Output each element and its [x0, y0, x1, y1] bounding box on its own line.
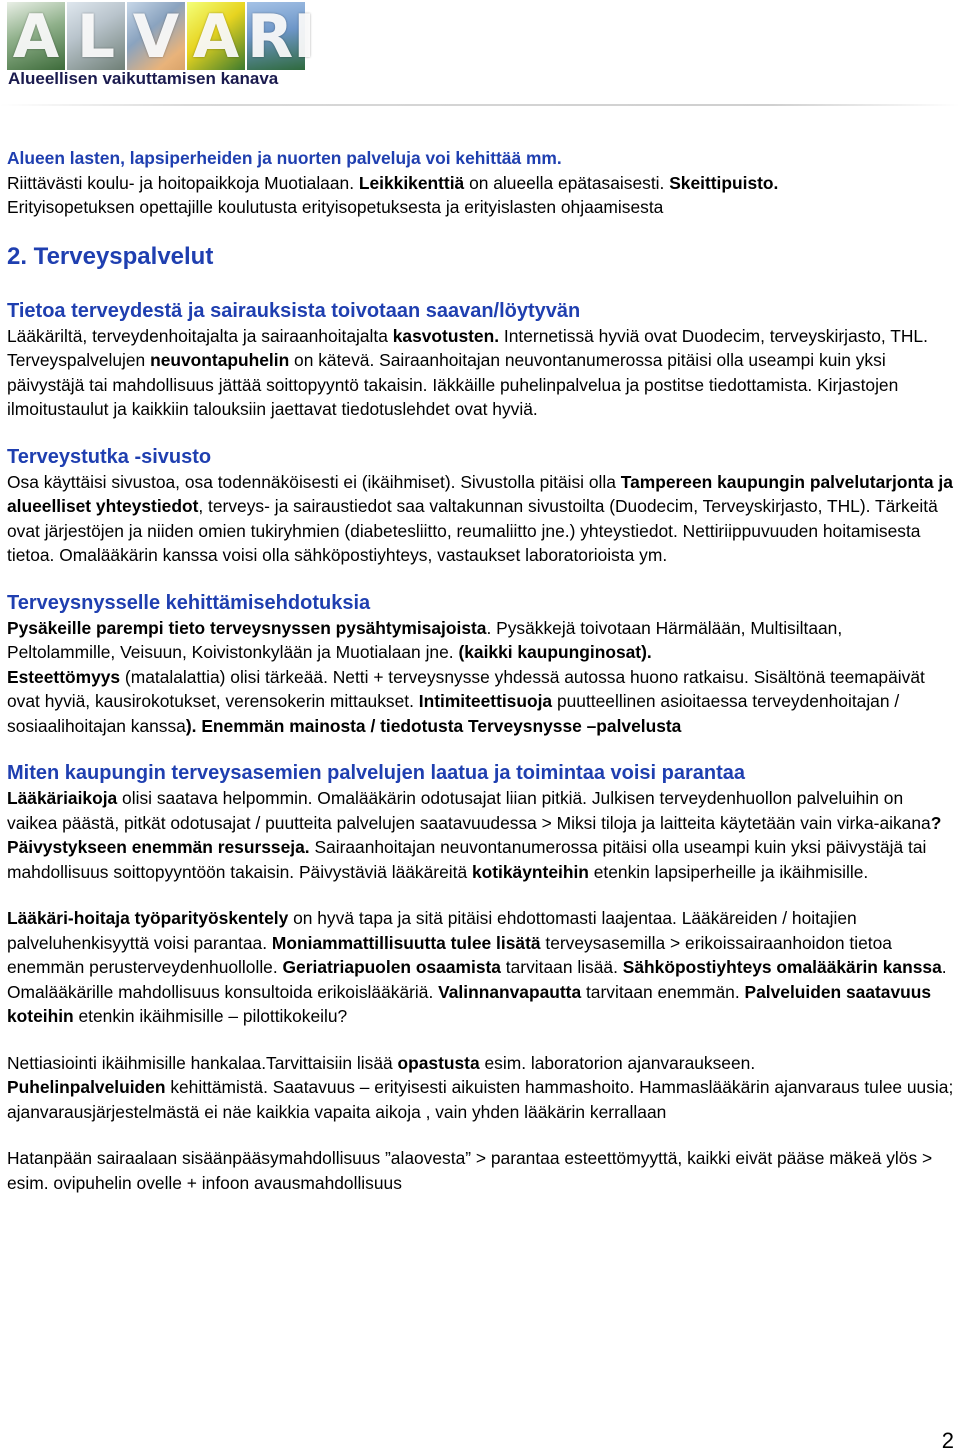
paragraph-doctor-appointments [7, 786, 955, 884]
alvari-logo [7, 2, 316, 72]
text-run-bold: Esteettömyys [7, 666, 121, 687]
text-run-bold: Palveluiden saatavuus koteihin [7, 981, 932, 1026]
text-run-bold: kasvotusten. [392, 325, 500, 346]
logo-letter: V [132, 2, 180, 72]
text-run-bold: (kaikki kaupunginosat). [458, 642, 652, 662]
text-run: etenkin lapsiperheille ja ikäihmisille. [588, 861, 869, 882]
text-run: Lääkäriltä, terveydenhoitajalta ja sairaanhoitajalta [7, 325, 393, 346]
logo-letter: A [12, 2, 60, 72]
text-run: tarvitaan enemmän. [581, 981, 745, 1002]
text-run: , terveys- ja sairaustiedot saa valtakunnan sivustoilta (Duodecim, Terveyskirjasto, THL). Tärkeitä ovat järjestöjen ja niiden omien tukiryhmien (diabetesliitto, reumaliitto jne.) yhteystiedot. Nettiriippuvuuden hoitamisesta tietoa. Omalääkärin kanssa voisi olla sähköpostiyhteys, vastaukset laboratorioista ym. [7, 496, 938, 565]
children-services-heading: Alueen lasten, lapsiperheiden ja nuorten palveluja voi kehittää mm. [7, 148, 562, 168]
text-run: tarvitaan lisää. [500, 957, 623, 977]
text-run-bold: ). Enemmän mainosta / tiedotusta Terveysnysse –palvelusta [185, 715, 682, 736]
subheading-health-centers: Miten kaupungin terveysasemien palvelujen laatua ja toimintaa voisi parantaa [7, 762, 746, 784]
paragraph-teamwork [7, 906, 955, 1029]
text-run: . Omalääkärille mahdollisuus konsultoida erikoislääkäriä. [7, 957, 947, 1002]
text-run-bold: Intimiteettisuoja [418, 691, 553, 711]
text-run-bold: Tampereen kaupungin palvelutarjonta ja alueelliset yhteystiedot [7, 471, 953, 516]
logo-letter: L [76, 2, 116, 72]
section-title-health-services: 2. Terveyspalvelut [7, 242, 214, 270]
header-tagline: Alueellisen vaikuttamisen kanava [8, 69, 279, 88]
text-run-bold: Lääkäri-hoitaja työparityöskentely [7, 908, 289, 928]
text-run-bold: Valinnanvapautta [438, 981, 582, 1002]
text-run: etenkin ikäihmisille – pilottikokeilu? [73, 1006, 348, 1026]
text-run-bold: Pysäkeille parempi tieto terveysnyssen pysähtymisajoista [7, 617, 487, 638]
logo-photo-lake [247, 2, 316, 72]
text-run: on alueella epätasaisesti. [464, 172, 670, 193]
children-services-line-1 [7, 171, 955, 196]
text-run: on kätevä. Sairaanhoitajan neuvontanumerossa pitäisi olla useampi kuin yksi päivystäjä tai mahdollisuus jättää soittopyyntö takaisin. Iäkkäille puhelinpalvelua ja postitse tiedottamista. Kirjastojen ilmoitustaulut ja kaikkiin talouksiin jaettavat tiedotuslehdet ovat hyviä. [7, 350, 899, 419]
text-run: olisi saatava helpommin. Omalääkärin odotusajat liian pitkiä. Julkisen terveydenhuollon palveluihin on vaikea päästä, pitkät odotusajat / puutteita palvelujen saatavuudessa > Miksi tiloja ja laitteita käytetään vain virka-aikana [7, 788, 931, 833]
text-run-bold: kotikäynteihin [471, 861, 589, 882]
text-run-bold: neuvontapuhelin [150, 350, 290, 370]
text-run: Osa käyttäisi sivustoa, osa todennäköisesti ei (ikäihmiset). Sivustolla pitäisi olla [7, 471, 621, 492]
logo-photo-road [7, 2, 65, 70]
text-run: on hyvä tapa ja sitä pitäisi ehdottomasti laajentaa. Lääkäreiden / hoitajien palveluhenkisyyttä voisi parantaa. [7, 908, 857, 953]
text-run-bold: ? Päivystykseen enemmän resursseja. [7, 812, 942, 857]
text-run-bold: Skeittipuisto. [669, 172, 779, 193]
children-services-line-2: Erityisopetuksen opettajille koulutusta erityisopetuksesta ja erityislasten ohjaamisesta [7, 197, 664, 217]
text-run-bold: Sähköpostiyhteys omalääkärin kanssa [622, 957, 942, 977]
paragraph-hatanpaa-hospital: Hatanpään sairaalaan sisäänpääsymahdollisuus ”alaovesta” > parantaa esteettömyyttä, kaikki eivät pääse mäkeä ylös > esim. ovipuhelin ovelle + infoon avausmahdollisuus [7, 1148, 933, 1193]
page-header [0, 0, 960, 110]
text-run: . Pysäkkejä toivotaan Härmälään, Multisiltaan, Peltolammille, Veisuun, Koivistonkylään ja Muotialaan jne. [7, 617, 843, 662]
text-run: Nettiasiointi ikäihmisille hankalaa.Tarvittaisiin lisää [7, 1052, 398, 1073]
logo-photo-flower [187, 2, 245, 70]
document-body [7, 146, 955, 1195]
logo-photo-person [127, 2, 185, 70]
paragraph-online-services [7, 1051, 955, 1125]
logo-letter: A [192, 2, 240, 72]
text-run: Internetissä hyviä ovat Duodecim, terveyskirjasto, THL. Terveyspalvelujen [7, 325, 928, 370]
text-run: kehittämistä. Saatavuus – erityisesti aikuisten hammashoito. Hammaslääkärin ajanvaraus tulee uusia; ajanvarausjärjestelmästä ei näe kaikkia vapaita aikoja , vain yhden lääkärin kerrallaan [7, 1077, 954, 1122]
text-run: Sairaanhoitajan neuvontanumerossa pitäisi olla useampi kuin yksi päivystäjä tai mahdollisuus soittopyyntöön takaisin. Päivystäviä lääkäreitä [7, 837, 927, 882]
text-run: puutteellinen asioitaessa terveydenhoitajan / sosiaalihoitajan kanssa [7, 691, 900, 736]
text-run-bold: Leikkikenttiä [358, 172, 465, 193]
logo-letter: RI [247, 2, 316, 72]
paragraph-terveystutka [7, 470, 955, 568]
subheading-terveystutka: Terveystutka -sivusto [7, 445, 212, 468]
text-run-bold: Geriatriapuolen osaamista [282, 957, 501, 977]
text-run-bold: Puhelinpalveluiden [7, 1077, 166, 1097]
logo-photo-people [67, 2, 125, 70]
subheading-health-information: Tietoa terveydestä ja sairauksista toivotaan saavan/löytyvän [7, 299, 581, 322]
text-run: terveysasemilla > erikoissairaanhoidon tietoa enemmän perusterveydenhuollolle. [7, 932, 892, 977]
text-run: esim. laboratorion ajanvaraukseen. [479, 1052, 756, 1073]
text-run: Riittävästi koulu- ja hoitopaikkoja Muotialaan. [7, 172, 359, 193]
text-run: (matalalattia) olisi tärkeää. Netti + terveysnysse yhdessä autossa huono ratkaisu. Sisältönä teemapäivät ovat hyviä, kausirokotukset, verensokerin mittaukset. [7, 666, 925, 711]
text-run-bold: opastusta [397, 1052, 480, 1073]
paragraph-health-information [7, 324, 955, 422]
subheading-terveysnysse: Terveysnysselle kehittämisehdotuksia [7, 591, 371, 614]
header-divider [0, 104, 960, 106]
paragraph-terveysnysse [7, 616, 955, 739]
text-run-bold: Moniammattillisuutta tulee lisätä [271, 932, 541, 953]
page-number: 2 [941, 1428, 954, 1453]
text-run-bold: Lääkäriaikoja [7, 788, 118, 808]
